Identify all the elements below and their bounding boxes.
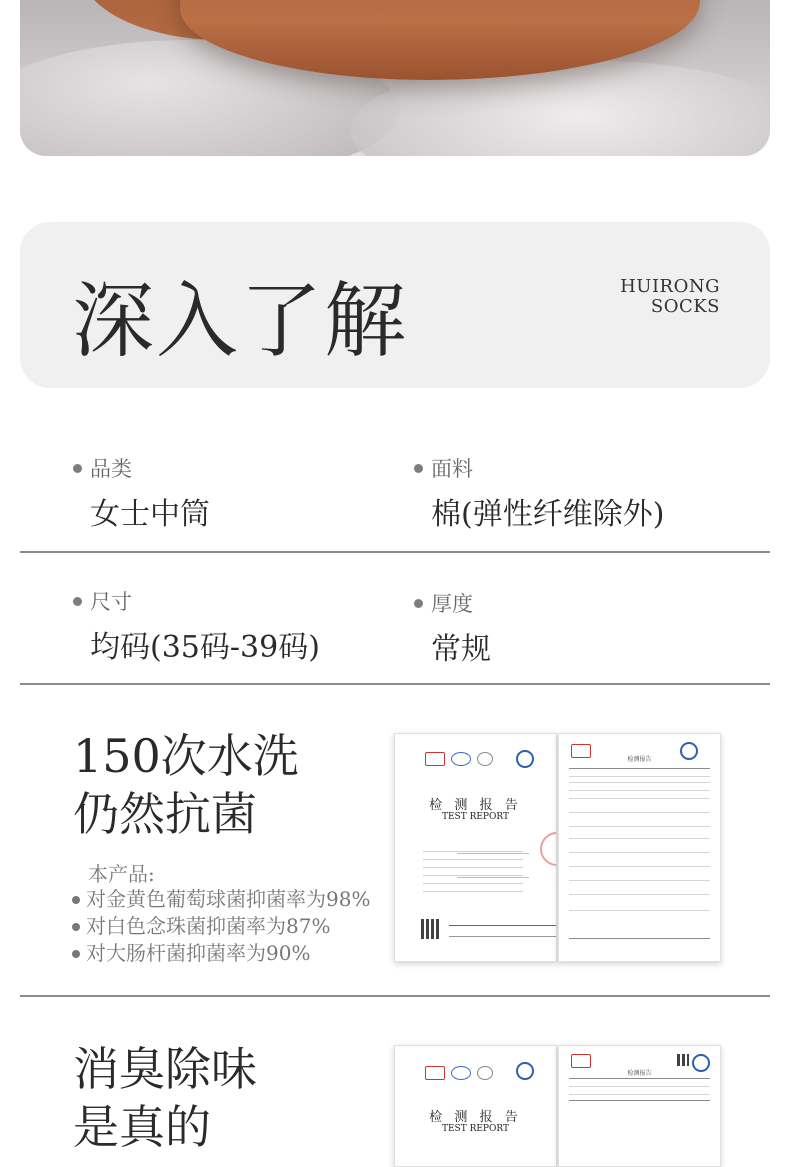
ilac-logo-icon [451,752,471,766]
feature-title-line: 消臭除味 [73,1042,257,1096]
spec-item-category [73,453,210,533]
brand-logo-text [620,277,720,317]
brand-line2: SOCKS [650,296,720,317]
section-banner [20,222,770,388]
lab-logo-icon [516,750,534,768]
feature-title [73,1040,257,1156]
divider [20,995,770,997]
spec-value: 女士中筒 [90,497,210,532]
feature-lead: 本产品: [88,862,155,886]
qr-code-icon [421,919,441,939]
report-page-title: 检测报告 [627,756,652,763]
cma-logo-icon [571,1054,591,1068]
brand-line1: HUIRONG [620,276,720,297]
report-title-en: TEST REPORT [441,1124,509,1134]
feature-title-line: 150次水洗 [73,729,299,783]
product-photo [20,0,770,156]
divider [20,551,770,553]
bullet-icon [73,597,82,606]
spec-label: 品类 [90,457,132,481]
list-item: 对白色念珠菌抑菌率为87% [72,913,370,940]
bullet-icon [72,896,80,904]
seal-stamp-icon [540,832,557,866]
test-report-page [558,733,721,962]
cma-logo-icon [425,752,445,766]
spec-label: 面料 [431,457,473,481]
bullet-icon [414,464,423,473]
bullet-icon [73,464,82,473]
feature-title-line: 仍然抗菌 [73,787,257,841]
spec-item-thickness [414,588,491,668]
qr-code-icon [677,1054,689,1066]
spec-value: 均码(35码-39码) [90,630,320,665]
feature-title-line: 是真的 [73,1100,211,1154]
cnas-logo-icon [477,1066,493,1080]
report-page-title: 检测报告 [627,1070,652,1077]
list-item: 对金黄色葡萄球菌抑菌率为98% [72,886,370,913]
spec-value: 棉(弹性纤维除外) [431,497,665,532]
test-report-cover [394,733,557,962]
list-item: 对大肠杆菌抑菌率为90% [72,940,370,967]
section-title: 深入了解 [72,274,409,369]
feature-bullet-list [72,886,370,967]
spec-label: 尺寸 [90,590,132,614]
divider [20,683,770,685]
bullet-icon [72,923,80,931]
test-report-page [558,1045,721,1167]
cnas-logo-icon [477,752,493,766]
bullet-icon [72,950,80,958]
lab-logo-icon [516,1062,534,1080]
ilac-logo-icon [451,1066,471,1080]
certification-logos [425,752,493,766]
certification-logos [425,1066,493,1080]
bullet-icon [414,599,423,608]
report-title-cn: 检 测 报 告 [429,798,522,813]
institution-name [449,925,557,937]
spec-label: 厚度 [431,592,473,616]
cma-logo-icon [425,1066,445,1080]
test-report-cover [394,1045,557,1167]
report-title-en: TEST REPORT [441,812,509,822]
spec-item-size [73,586,320,666]
report-title-cn: 检 测 报 告 [429,1110,522,1125]
spec-item-fabric [414,453,664,533]
feature-title [73,727,299,843]
spec-value: 常规 [431,632,491,667]
